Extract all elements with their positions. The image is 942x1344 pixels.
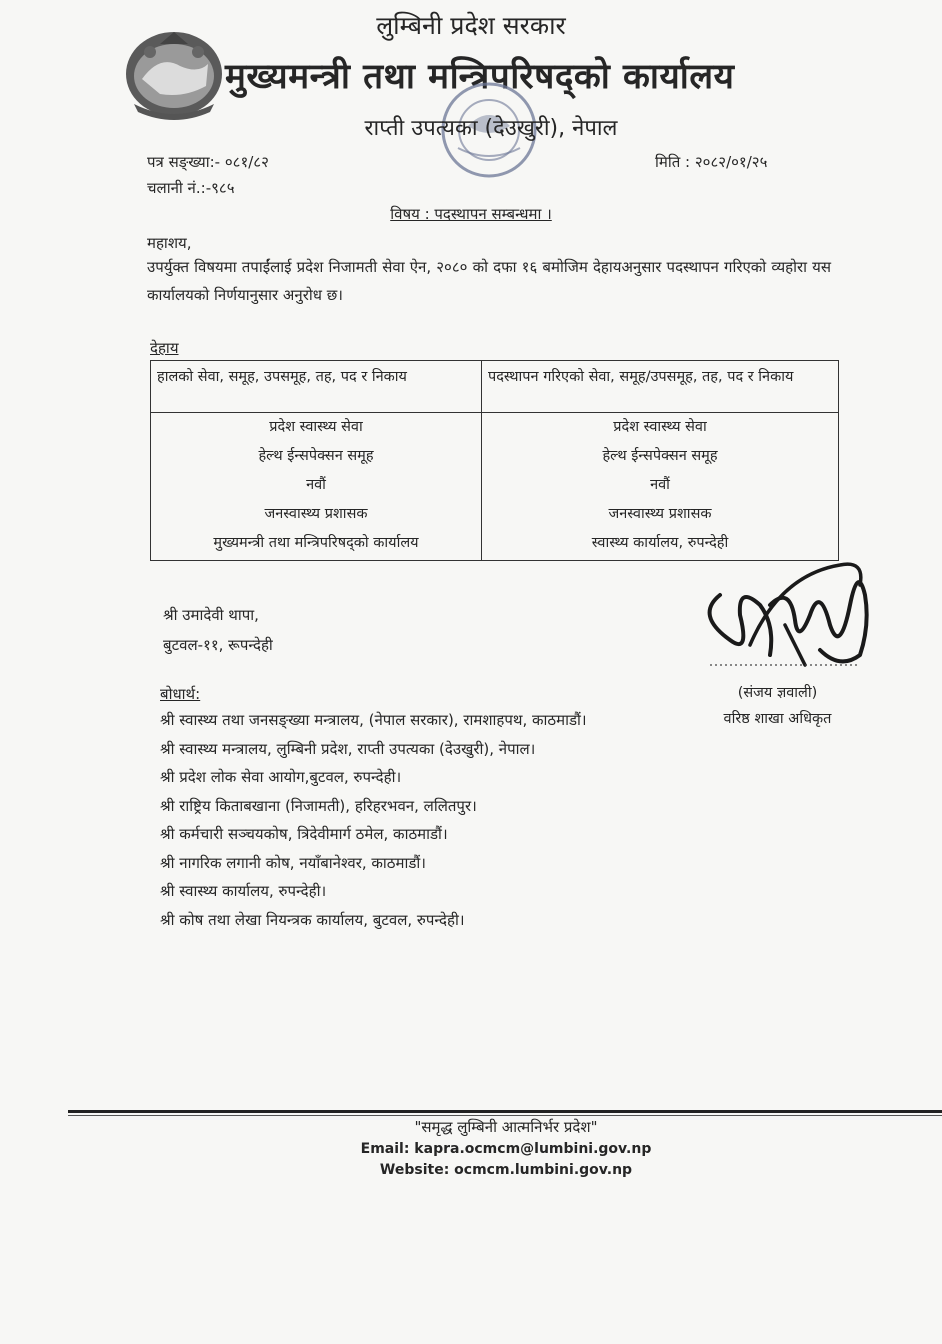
handwritten-signature-icon [690,545,890,695]
table-header-current: हालको सेवा, समूह, उपसमूह, तह, पद र निकाय [151,361,482,413]
list-item: श्री स्वास्थ्य कार्यालय, रुपन्देही। [160,882,327,900]
list-item: श्री कर्मचारी सञ्चयकोष, त्रिदेवीमार्ग ठमेल, काठमाडौं। [160,825,448,843]
dehay-label: देहाय [150,339,179,357]
current-office: मुख्यमन्त्री तथा मन्त्रिपरिषद्को कार्यालय [213,535,419,551]
current-group: हेल्थ ईन्सपेक्सन समूह [258,448,374,464]
signer-block [700,680,855,732]
current-level: नवौं [306,477,326,493]
subject-text: विषय : पदस्थापन सम्बन्धमा । [390,205,552,223]
recipient-address: बुटवल-११, रूपन्देही [163,636,273,654]
recipient-name: श्री उमादेवी थापा, [163,606,259,624]
current-details-cell [151,413,482,561]
subject-line [0,204,942,224]
office-location: राप्ती उपत्यका (देउखुरी), नेपाल [364,116,618,141]
table-header-row [151,361,839,413]
nepal-emblem-icon [120,24,228,120]
body-paragraph: उपर्युक्त विषयमा तपाईंलाई प्रदेश निजामती सेवा ऐन, २०८० को दफा १६ बमोजिम देहायअनुसार पदस्थापन गरिएको व्यहोरा यस कार्यालयको निर्णयानुसार अनुरोध छ। [147,258,831,304]
footer-divider-thin [68,1115,942,1116]
assigned-group: हेल्थ ईन्सपेक्सन समूह [602,448,718,464]
current-post: जनस्वास्थ्य प्रशासक [264,506,368,522]
assigned-service: प्रदेश स्वास्थ्य सेवा [613,419,707,435]
assigned-details-cell [482,413,839,561]
assigned-post: जनस्वास्थ्य प्रशासक [608,506,712,522]
posting-table [150,360,839,561]
assigned-level: नवौं [650,477,670,493]
table-header-assigned: पदस्थापन गरिएको सेवा, समूह/उपसमूह, तह, पद र निकाय [482,361,839,413]
letter-date: मिति : २०८२/०१/२५ [655,153,768,171]
cc-title: बोधार्थ: [160,685,201,703]
list-item: श्री नागरिक लगानी कोष, नयाँबानेश्वर, काठमाडौं। [160,853,426,872]
list-item: श्री स्वास्थ्य मन्त्रालय, लुम्बिनी प्रदेश, राप्ती उपत्यका (देउखुरी), नेपाल। [160,739,536,758]
table-row [151,413,839,561]
dispatch-number: चलानी नं.:-९८५ [147,179,235,197]
letter-number: पत्र सङ्ख्या:- ०८१/८२ [147,153,269,171]
footer-website: Website: ocmcm.lumbini.gov.np [379,1162,633,1178]
assigned-office: स्वास्थ्य कार्यालय, रुपन्देही [591,535,729,551]
signer-title: वरिष्ठ शाखा अधिकृत [723,711,832,727]
list-item: श्री कोष तथा लेखा नियन्त्रक कार्यालय, बुटवल, रुपन्देही। [160,910,465,929]
recipient-block [163,600,273,660]
list-item: श्री राष्ट्रिय किताबखाना (निजामती), हरिहरभवन, ललितपुर। [160,796,477,815]
salutation: महाशय, [147,234,192,252]
government-name: लुम्बिनी प्रदेश सरकार [376,11,566,40]
list-item: श्री प्रदेश लोक सेवा आयोग,बुटवल, रुपन्देही। [160,768,402,786]
cc-list [160,706,587,934]
signer-name: (संजय ज्ञवाली) [737,685,818,701]
current-service: प्रदेश स्वास्थ्य सेवा [269,419,363,435]
office-title: मुख्यमन्त्री तथा मन्त्रिपरिषद्को कार्यालय [225,57,735,97]
footer-slogan: "समृद्ध लुम्बिनी आत्मनिर्भर प्रदेश" [414,1118,598,1136]
list-item: श्री स्वास्थ्य तथा जनसङ्ख्या मन्त्रालय, (नेपाल सरकार), रामशाहपथ, काठमाडौं। [160,711,587,729]
footer-divider [68,1110,942,1113]
footer-email: Email: kapra.ocmcm@lumbini.gov.np [360,1141,652,1157]
